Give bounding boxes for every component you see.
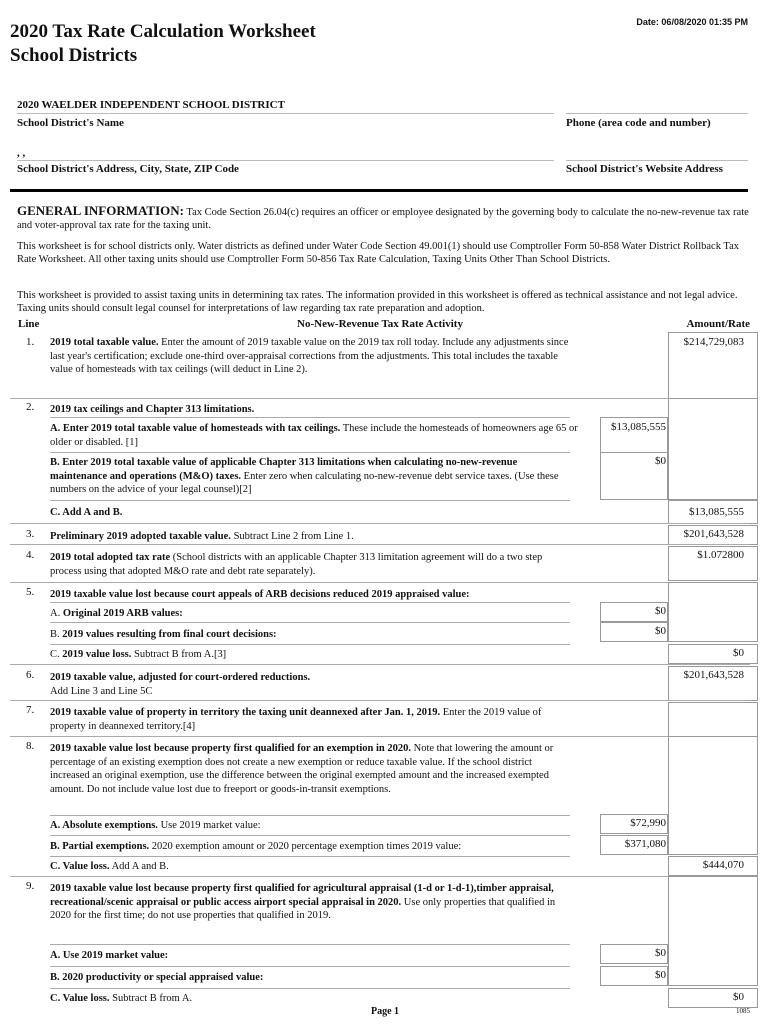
amount-value: $201,643,528 — [683, 669, 744, 681]
general-info-paragraph — [17, 204, 750, 232]
page-number: Page 1 — [370, 1006, 400, 1017]
general-info-text: Tax Code Section 26.04(c) requires an officer or employee designated by the governing body to calculate the no-new-revenue tax rate and voter-approval tax rate for the taxing unit. — [17, 207, 749, 231]
amount-2b: $0 — [655, 455, 666, 467]
row-description: 2019 taxable value lost because court appeals of ARB decisions reduced 2019 appraised value: — [50, 589, 470, 600]
table-row — [10, 523, 750, 543]
general-info-heading: GENERAL INFORMATION: — [17, 203, 184, 218]
amount-5c: $0 — [733, 647, 744, 659]
line-number: 7. — [26, 704, 35, 716]
row-description: 2019 total adopted tax rate (School districts with an applicable Chapter 313 limitation agreement will do a two step process using that adopted M&O rate and debt rate separately). — [50, 552, 543, 577]
row-description: 2019 taxable value lost because property first qualified for an exemption in 2020. Note that lowering the amount or percentage of an existing exemption does not create a new exemption or reduce taxable value. If the school district increased an original exemption, use the difference between the original exempted amount and the increased exempted amount. Do not include value lost due to freeport or goods-in-transit exemptions. — [50, 743, 554, 795]
school-districts-paragraph: This worksheet is for school districts only. Water districts as defined under Water Code Section 49.001(1) should use Comptroller Form 50-858 Water District Rollback Tax Rate Worksheet. All other taxing units should use Comptroller Form 50-856 Tax Rate Calculation, Taxing Units Other Than School Districts. — [17, 241, 739, 265]
row-5a-description: A. Original 2019 ARB values: — [50, 608, 183, 619]
phone-rule — [566, 113, 748, 114]
form-code: 1085 — [736, 1007, 750, 1015]
amount-8c: $444,070 — [702, 859, 744, 871]
table-row — [10, 544, 750, 580]
address-rule — [17, 160, 554, 161]
col-header-line: Line — [18, 318, 40, 330]
amount-value: $214,729,083 — [683, 336, 744, 348]
line-number: 2. — [26, 401, 35, 413]
technical-assistance-paragraph: This worksheet is provided to assist taxing units in determining tax rates. The information provided in this worksheet is offered as technical assistance and not legal advice. Taxing units should consult legal counsel for interpretations of law regarding tax rate preparation and adoption. — [17, 290, 738, 314]
date-stamp: Date: 06/08/2020 01:35 PM — [636, 17, 748, 27]
amount-9b: $0 — [655, 969, 666, 981]
amount-5b: $0 — [655, 625, 666, 637]
amount-5a: $0 — [655, 605, 666, 617]
website-label: School District's Website Address — [566, 163, 723, 175]
row-2a-description: A. Enter 2019 total taxable value of homesteads with tax ceilings. These include the homesteads of homeowners age 65 or older or disabled. [1] — [50, 423, 578, 448]
row-description: 2019 tax ceilings and Chapter 313 limitations. — [50, 404, 255, 415]
row-9a-description: A. Use 2019 market value: — [50, 950, 169, 961]
line-number: 3. — [26, 528, 35, 540]
table-header — [10, 318, 750, 332]
website-rule — [566, 160, 748, 161]
row-2b-description: B. Enter 2019 total taxable value of applicable Chapter 313 limitations when calculating no-new-revenue maintenance and operations (M&O) taxes. Enter zero when calculating no-new-revenue debt service taxes. (Use these numbers on the advice of your legal counsel)[2] — [50, 457, 559, 495]
row-5c-description: C. 2019 value loss. Subtract B from A.[3] — [50, 649, 227, 660]
district-name-label: School District's Name — [17, 117, 124, 129]
table-row — [10, 736, 750, 876]
col-header-amount: Amount/Rate — [686, 318, 750, 330]
amount-2c: $13,085,555 — [689, 506, 744, 518]
line-number: 6. — [26, 669, 35, 681]
section-divider — [10, 189, 748, 192]
page-title — [10, 20, 316, 68]
table-row — [10, 664, 750, 700]
line-number: 4. — [26, 549, 35, 561]
district-name: 2020 WAELDER INDEPENDENT SCHOOL DISTRICT — [17, 99, 285, 111]
table-row — [10, 398, 750, 523]
row-description: 2019 taxable value of property in territory the taxing unit deannexed after Jan. 1, 2019. Enter the 2019 value of property in deannexed territory.[4] — [50, 707, 542, 732]
row-description: Preliminary 2019 adopted taxable value. Subtract Line 2 from Line 1. — [50, 531, 354, 542]
line-number: 5. — [26, 586, 35, 598]
address-label: School District's Address, City, State, ZIP Code — [17, 163, 239, 175]
title-line-2: School Districts — [10, 45, 138, 66]
amount-9a: $0 — [655, 947, 666, 959]
line-number: 1. — [26, 336, 35, 348]
amount-9c: $0 — [733, 991, 744, 1003]
row-8a-description: A. Absolute exemptions. Use 2019 market value: — [50, 820, 261, 831]
table-row — [10, 582, 750, 664]
title-line-1: 2020 Tax Rate Calculation Worksheet — [10, 21, 316, 42]
col-header-activity: No-New-Revenue Tax Rate Activity — [297, 318, 463, 330]
table-row — [10, 700, 750, 736]
amount-8a: $72,990 — [630, 817, 666, 829]
amount-value: $1.072800 — [697, 549, 744, 561]
row-8b-description: B. Partial exemptions. 2020 exemption amount or 2020 percentage exemption times 2019 value: — [50, 841, 462, 852]
table-row — [10, 876, 750, 1008]
amount-value: $201,643,528 — [683, 528, 744, 540]
row-5b-description: B. 2019 values resulting from final court decisions: — [50, 629, 277, 640]
district-address: , , — [17, 147, 26, 159]
row-9b-description: B. 2020 productivity or special appraised value: — [50, 972, 264, 983]
no-new-revenue-table — [10, 318, 750, 1004]
row-description: 2019 taxable value lost because property first qualified for agricultural appraisal (1-d or 1-d-1),timber appraisal, recreational/scenic appraisal or public access airport special appraisal in 2020. Use only properties that qualified in 2020 for the first time; do not use properties that qualified in 2019. — [50, 883, 556, 921]
row-8c-description: C. Value loss. Add A and B. — [50, 861, 169, 872]
line-number: 8. — [26, 740, 35, 752]
row-description: 2019 total taxable value. Enter the amount of 2019 taxable value on the 2019 tax roll today. Include any adjustments since last year's certification; exclude one-third over-appraisal corrections from the adjustments. This total includes the taxable value of homesteads with tax ceilings (will deduct in Line 2). — [50, 337, 569, 375]
district-name-rule — [17, 113, 554, 114]
amount-8b: $371,080 — [624, 838, 666, 850]
row-9c-description: C. Value loss. Subtract B from A. — [50, 993, 193, 1004]
row-description: 2019 taxable value, adjusted for court-ordered reductions. Add Line 3 and Line 5C — [50, 672, 311, 697]
phone-label: Phone (area code and number) — [566, 117, 711, 129]
line-number: 9. — [26, 880, 35, 892]
row-2c-description: C. Add A and B. — [50, 507, 123, 518]
amount-2a: $13,085,555 — [611, 421, 666, 433]
